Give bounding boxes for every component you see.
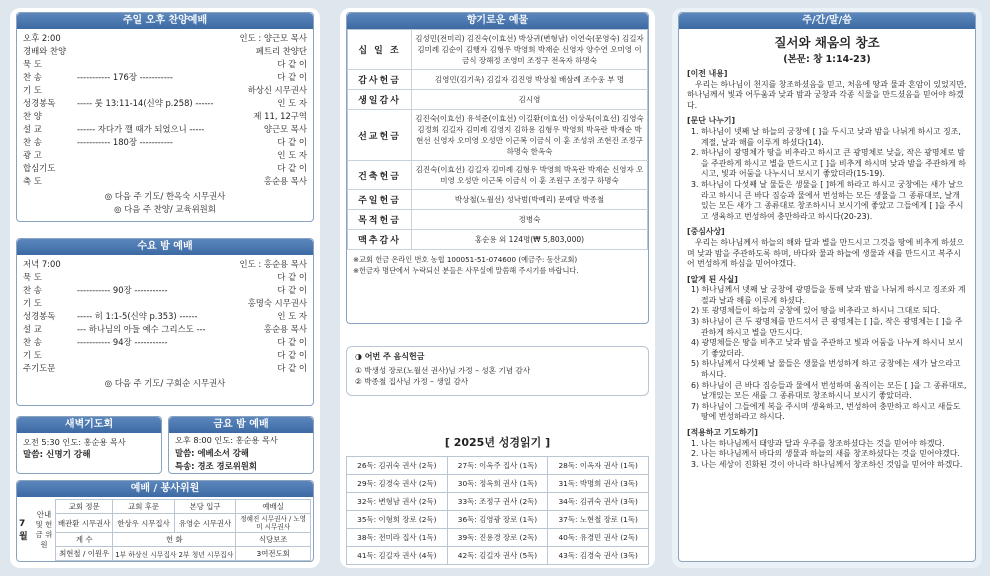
offering-row — [348, 230, 648, 250]
offering-names: 홍순용 외 124명(₩ 5,803,000) — [412, 230, 648, 250]
offering-label: 십 일 조 — [348, 30, 412, 70]
wednesday-order-row-label: 묵 도 — [23, 272, 42, 282]
dawn-prayer-title: 새벽기도회 — [17, 417, 161, 433]
wednesday-leader: 인도 : 홍순용 목사 — [239, 259, 307, 269]
apply-heading: [적용하고 기도하기] — [687, 428, 758, 437]
panel-offerings — [340, 8, 655, 568]
table-cell: 배관환 시무권사 — [56, 514, 113, 533]
wednesday-order-row-label: 주기도문 — [23, 363, 56, 373]
reading-cell: 36독: 김영광 장로 (1독) — [447, 511, 548, 529]
list-item: 4) 광명체들은 땅을 비추고 낮과 밤을 주관하고 빛과 어둠을 나누게 하시니 보시기 좋았더라. — [691, 338, 963, 358]
wednesday-order-row — [17, 336, 313, 349]
wednesday-order-row-label: 기 도 — [23, 350, 42, 360]
offering-label: 감사헌금 — [348, 70, 412, 90]
sunday-order-row-person: 인 도 자 — [277, 150, 307, 160]
sunday-order-row — [17, 45, 313, 58]
sunday-time: 오후 2:00 — [23, 33, 61, 43]
sunday-order-row — [17, 84, 313, 97]
offering-label: 목적헌금 — [348, 210, 412, 230]
table-cell: 식당보조 — [236, 533, 311, 547]
wednesday-order-row — [17, 323, 313, 336]
list-item: 6) 하나님이 큰 바다 짐승들과 물에서 번성하며 움직이는 모든 [ ]을 그 종류대로, 날개있는 모든 새를 그 종류대로 창조하시니 보시기 좋았더라. — [691, 380, 967, 401]
sunday-order-row-person: 페트리 찬양단 — [255, 46, 307, 56]
offering-label: 생일감사 — [348, 90, 412, 110]
offering-row — [348, 110, 648, 161]
sunday-order-row — [17, 175, 313, 188]
friday-line3: 특송: 경조 경로위원회 — [175, 461, 257, 471]
sunday-order-row-label: 합심기도 — [23, 163, 56, 173]
offering-row — [348, 90, 648, 110]
service-head1 — [56, 500, 311, 514]
food-offering-title: ◑ 어번 주 음식헌금 — [355, 352, 425, 361]
weekly-word-title: 주/간/말/씀 — [679, 13, 975, 29]
offering-row — [348, 190, 648, 210]
friday-line2: 말씀: 에베소서 강해 — [175, 448, 249, 458]
table-cell: 헌 화 — [113, 533, 236, 547]
wednesday-order-row-detail: ----------- 90장 ----------- — [77, 285, 168, 295]
sunday-order-row-detail: ----- 룻 13:11-14(신약 p.258) ------ — [77, 98, 214, 108]
offering-names: 김영민(김기욱) 김길자 김진영 박상철 배삼례 조수웅 부 명 — [412, 70, 648, 90]
list-item: 1. 나는 하나님께서 태양과 달과 우주를 창조하셨다는 것을 믿어야 하겠다. — [691, 438, 945, 448]
service-month: 7월 — [19, 518, 28, 542]
sunday-order-row-label: 성경봉독 — [23, 98, 56, 108]
divide-heading: [문단 나누기] — [687, 116, 736, 126]
food-offering-item-1: ① 박생성 장로(노월선 권사)님 가정 – 성혼 기념 감사 — [355, 366, 531, 375]
sunday-order-row-person: 하상신 시무권사 — [247, 85, 307, 95]
food-offering-item-2: ② 박종철 집사님 가정 – 생일 감사 — [355, 377, 469, 386]
sunday-order-row-detail: ----------- 180장 ----------- — [77, 137, 173, 147]
sunday-order-row-label: 찬 송 — [23, 72, 42, 82]
table-cell: 한상우 시무집사 — [113, 514, 174, 533]
food-offering-box — [346, 346, 649, 396]
sunday-order-row — [17, 136, 313, 149]
sunday-order-row-label: 경배와 찬양 — [23, 46, 67, 56]
facts-list — [687, 285, 967, 423]
wednesday-worship-box — [16, 238, 314, 406]
wednesday-order-row-person: 다 같 이 — [277, 350, 307, 360]
wednesday-notes — [17, 377, 313, 390]
sunday-order-row-label: 묵 도 — [23, 59, 42, 69]
panel-weekly-word — [672, 8, 982, 568]
sermon-title: 질서와 채움의 창조 — [774, 35, 880, 50]
table-cell: 최현철 / 이원우 — [56, 547, 113, 561]
bible-reading-title: [ 2025년 성경읽기 ] — [444, 436, 551, 449]
offering-label: 건축헌금 — [348, 161, 412, 190]
reading-cell: 42독: 김길자 권사 (5독) — [447, 547, 548, 565]
apply-list — [687, 439, 967, 471]
list-item: 7) 하나님이 그들에게 복을 주시며 생육하고, 번성하여 충만하고 하시고 새들도 땅에 번성하라고 하시다. — [691, 401, 961, 422]
list-item: 3. 하나님이 다섯째 날 물들은 생물을 [ ]하게 하라고 하시고 궁창에는 새가 날으라고 하시니 큰 바다 짐승과 물에서 번성하는 모든 생물을 그 종류대로, 날개 있는 모든 새가 그 종류대로 창조하시니 보시기에 좋았고 그들에게 [ ]을 주시고 생육하고 번성하여 충만하라고 하시다(20-23). — [691, 179, 964, 221]
list-item: 3) 하나님이 큰 두 광명체를 만드셔서 큰 광명체는 [ ]을, 작은 광명체는 [ ]을 주관하게 하시고 별을 만드시다. — [691, 317, 963, 337]
service-volunteers-box — [16, 480, 314, 562]
next-week-note: ◎ 다음 주 기도/ 구회순 시무권사 — [104, 378, 226, 388]
sunday-notes — [17, 190, 313, 216]
reading-row — [347, 475, 649, 493]
reading-cell: 38독: 전미라 집사 (1독) — [347, 529, 448, 547]
wednesday-order-row — [17, 297, 313, 310]
service-table — [55, 499, 311, 561]
wednesday-order-row-person: 홍순용 목사 — [263, 324, 307, 334]
table-cell: 유영순 시무권사 — [174, 514, 235, 533]
sunday-order-row-person: 홍순용 목사 — [263, 176, 307, 186]
wednesday-order-row-person: 다 같 이 — [277, 285, 307, 295]
offering-row — [348, 210, 648, 230]
list-item: 2. 나는 하나님께서 바다의 생물과 하늘의 새를 창조하셨다는 것을 믿어야겠다. — [691, 449, 960, 459]
reading-cell: 31독: 박명희 권사 (3독) — [548, 475, 649, 493]
reading-cell: 39독: 진용경 장로 (2독) — [447, 529, 548, 547]
sunday-order-row — [17, 58, 313, 71]
sunday-order-row-label: 축 도 — [23, 176, 42, 186]
list-item: 1. 하나님이 넷째 날 하늘의 궁창에 [ ]을 두시고 낮과 밤을 나뉘게 하시고 징조, 계절, 날과 해를 이루게 하셨다(14). — [691, 126, 961, 147]
sunday-leader: 인도 : 양근모 목사 — [239, 33, 307, 43]
friday-line1: 오후 8:00 인도: 홍순용 목사 — [175, 435, 278, 445]
reading-cell: 34독: 김귀숙 권사 (3독) — [548, 493, 649, 511]
sunday-worship-box — [16, 12, 314, 222]
sunday-order-row-label: 찬 양 — [23, 111, 42, 121]
service-head2 — [56, 533, 311, 547]
center-thought-text: 우리는 하나님께서 하늘의 해와 달과 별을 만드시고 그것을 땅에 비추게 하셨으며 낮과 밤을 주관하도록 하며, 바다와 물과 하늘에 생물과 새를 만드시고 복주시어 번성하게 하심을 믿어야겠다. — [687, 237, 964, 269]
bible-reading-section — [346, 434, 649, 565]
reading-cell: 35독: 이형희 장로 (2독) — [347, 511, 448, 529]
dawn-line1: 오전 5:30 인도: 홍순용 목사 — [23, 437, 126, 447]
friday-worship-box — [168, 416, 314, 474]
service-volunteers-title: 예배 / 봉사위원 — [17, 481, 313, 497]
reading-cell: 29독: 김경숙 권사 (2독) — [347, 475, 448, 493]
prev-content-heading: [이전 내용] — [687, 69, 728, 78]
reading-row — [347, 511, 649, 529]
service-row2 — [56, 547, 311, 561]
sunday-order-row-label: 광 고 — [23, 150, 42, 160]
sunday-order-row-person: 다 같 이 — [277, 59, 307, 69]
sunday-time-row — [17, 32, 313, 45]
wednesday-order-row — [17, 349, 313, 362]
sunday-order-row-detail: ------ 자다가 깰 때가 되었으니 ----- — [77, 124, 205, 134]
sermon-reference: (본문: 창 1:14-23) — [783, 54, 871, 65]
wednesday-order-row-person: 다 같 이 — [277, 272, 307, 282]
reading-cell: 41독: 김길자 권사 (4독) — [347, 547, 448, 565]
dawn-line2: 말씀: 신명기 강해 — [23, 450, 91, 460]
offering-names: 박상철(노월선) 성낙범(박예리) 문예담 박종철 — [412, 190, 648, 210]
sunday-order-row-person: 인 도 자 — [277, 98, 307, 108]
sunday-order-list — [17, 45, 313, 188]
wednesday-order-row-person: 다 같 이 — [277, 337, 307, 347]
sunday-order-row-person: 다 같 이 — [277, 163, 307, 173]
table-cell: 교회 정문 — [56, 500, 113, 514]
reading-cell: 33독: 조정구 권사 (2독) — [447, 493, 548, 511]
table-cell: 계 수 — [56, 533, 113, 547]
wednesday-time: 저녁 7:00 — [23, 259, 61, 269]
account-note: ※교회 헌금 온라인 번호 농협 100051-51-074600 (예금주: 동산교회) — [353, 255, 578, 264]
offering-names: 김시영 — [412, 90, 648, 110]
friday-worship-title: 금요 밤 예배 — [169, 417, 313, 433]
list-item: 5) 하나님께서 다섯째 날 물들은 생물을 번성하게 하고 궁창에는 새가 날으라고 하시다. — [691, 359, 961, 380]
sunday-order-row-person: 양근모 목사 — [263, 124, 307, 134]
sunday-order-row-person: 제 11, 12구역 — [253, 111, 307, 121]
divide-list — [687, 127, 967, 222]
bible-reading-table — [346, 456, 649, 565]
reading-cell: 27독: 이옥주 집사 (1독) — [447, 457, 548, 475]
sunday-order-row — [17, 110, 313, 123]
table-cell: 예배실 — [236, 500, 311, 514]
offering-names: 김진숙(이효선) 김길자 김미례 김형우 박영희 박옥란 박재순 신영자 오미영 오성만 이근복 이금식 이 훈 조원구 조정구 하명숙 — [412, 161, 648, 190]
reading-cell: 32독: 변형남 권사 (2독) — [347, 493, 448, 511]
sunday-order-row-label: 찬 송 — [23, 137, 42, 147]
offering-names: 정병숙 — [412, 210, 648, 230]
wednesday-worship-title: 수요 밤 예배 — [17, 239, 313, 255]
offering-label: 맥추감사 — [348, 230, 412, 250]
sunday-order-row — [17, 149, 313, 162]
wednesday-order-list — [17, 271, 313, 375]
reading-cell: 26독: 김귀숙 권사 (2독) — [347, 457, 448, 475]
sunday-order-row-label: 기 도 — [23, 85, 42, 95]
sunday-order-row — [17, 97, 313, 110]
sunday-order-row-person: 다 같 이 — [277, 72, 307, 82]
reading-row — [347, 493, 649, 511]
wednesday-order-row-detail: ----- 히 1:1-5(신약 p.353) ------ — [77, 311, 198, 321]
reading-cell: 28독: 이옥자 권사 (1독) — [548, 457, 649, 475]
table-cell: 교회 후문 — [113, 500, 174, 514]
wednesday-order-row-person: 다 같 이 — [277, 363, 307, 373]
sunday-order-row-detail: ----------- 176장 ----------- — [77, 72, 173, 82]
account-note2: ※헌금자 명단에서 누락되신 분들은 사무실에 말씀해 주시기를 바랍니다. — [353, 266, 579, 275]
list-item: 2. 하나님이 광명체가 땅을 비추라고 하시고 큰 광명체로 낮을, 작은 광명체로 밤을 주관하게 하시고 별을 만드시고 [ ]을 비추게 하시며 낮과 밤을 주관하게 하시고, 빛과 어둠을 나누시니 보시기 좋았더라(15-19). — [691, 148, 966, 179]
wednesday-order-row-detail: ----------- 94장 ----------- — [77, 337, 168, 347]
reading-row — [347, 529, 649, 547]
table-cell: 정혜진 시무권사 / 노영미 시무권사 — [236, 514, 311, 533]
wednesday-order-row-label: 찬 송 — [23, 285, 42, 295]
facts-heading: [알게 된 사실] — [687, 274, 738, 284]
next-week-note: ◎ 다음 주 찬양/ 교육위원회 — [114, 204, 216, 214]
offerings-title: 향기로운 예물 — [347, 13, 648, 29]
service-row1 — [56, 514, 311, 533]
reading-row — [347, 457, 649, 475]
panel-worship — [10, 8, 320, 568]
wednesday-order-row — [17, 362, 313, 375]
wednesday-order-row-person: 인 도 자 — [277, 311, 307, 321]
reading-cell: 30독: 정옥희 권사 (1독) — [447, 475, 548, 493]
table-cell: 본당 입구 — [174, 500, 235, 514]
wednesday-order-row — [17, 284, 313, 297]
table-cell: 3여전도회 — [236, 547, 311, 561]
dawn-prayer-box — [16, 416, 162, 474]
wednesday-order-row — [17, 310, 313, 323]
wednesday-order-row — [17, 271, 313, 284]
sunday-worship-title: 주일 오후 찬양예배 — [17, 13, 313, 29]
table-cell: 1부 하상신 시무집사 2부 청년 시무집사 — [113, 547, 236, 561]
sunday-order-row-person: 다 같 이 — [277, 137, 307, 147]
sunday-order-row — [17, 123, 313, 136]
reading-cell: 43독: 김경숙 권사 (3독) — [548, 547, 649, 565]
reading-row — [347, 547, 649, 565]
offering-label: 선교헌금 — [348, 110, 412, 161]
list-item: 1) 하나님께서 넷째 날 궁창에 광명들을 통해 낮과 밤을 나뉘게 하시고 징조와 계절과 날과 해를 이루게 하셨다. — [691, 285, 966, 305]
offerings-table — [347, 29, 648, 250]
offering-names: 김성민(전미리) 김진숙(이효선) 박상귀(변형남) 이연숙(문영숙) 김길자 김미례 김순이 김행자 김형우 박영희 박재순 신영자 양수연 오미영 이금식 장해정 조영미 조정구 전옥자 하명숙 — [412, 30, 648, 70]
center-thought-heading: [중심사상] — [687, 227, 725, 237]
sunday-order-row-label: 설 교 — [23, 124, 42, 134]
wednesday-order-row-label: 설 교 — [23, 324, 42, 334]
reading-cell: 37독: 노현철 장로 (1독) — [548, 511, 649, 529]
wednesday-time-row — [17, 258, 313, 271]
wednesday-order-row-person: 홍명숙 시무권사 — [247, 298, 307, 308]
offering-row — [348, 30, 648, 70]
offerings-box — [346, 12, 649, 324]
reading-cell: 40독: 유경민 권사 (2독) — [548, 529, 649, 547]
offering-row — [348, 70, 648, 90]
wednesday-order-row-label: 찬 송 — [23, 337, 42, 347]
weekly-word-box — [678, 12, 976, 562]
wednesday-order-row-label: 기 도 — [23, 298, 42, 308]
prev-content-text: 우리는 하나님이 천지를 창조하셨음을 믿고, 처음에 땅과 물과 혼암이 있었지만, 하나님께서 빛과 어두움과 낮과 밤과 궁창과 각종 식물을 만드셨음을 믿어야 하겠다. — [687, 79, 967, 110]
list-item: 2) 또 광명체들이 하늘의 궁창에 있어 땅을 비추라고 하시니 그대로 되다. — [691, 306, 941, 316]
list-item: 3. 나는 세상이 진화된 것이 아니라 하나님께서 창조하신 것임을 믿어야 하겠다. — [691, 459, 963, 469]
offering-names: 김진숙(이효선) 유석준(이효선) 이길환(이효선) 이상욱(이효선) 김영숙 김정희 김길자 김미례 김영지 김하용 김형우 박영희 박옥란 박재순 박현선 신영자 오미영 오성만 이근복 이금식 이 훈 조성위 조현진 조정구 하명숙 한옥숙 — [412, 110, 648, 161]
offering-row — [348, 161, 648, 190]
service-col-label: 안내 및 헌금 위원 — [35, 510, 53, 549]
wednesday-order-row-label: 성경봉독 — [23, 311, 56, 321]
next-week-note: ◎ 다음 주 기도/ 한옥숙 시무권사 — [104, 191, 226, 201]
sunday-order-row — [17, 162, 313, 175]
sunday-order-row — [17, 71, 313, 84]
offering-label: 주일헌금 — [348, 190, 412, 210]
wednesday-order-row-detail: --- 하나님의 아들 예수 그리스도 --- — [77, 324, 206, 334]
